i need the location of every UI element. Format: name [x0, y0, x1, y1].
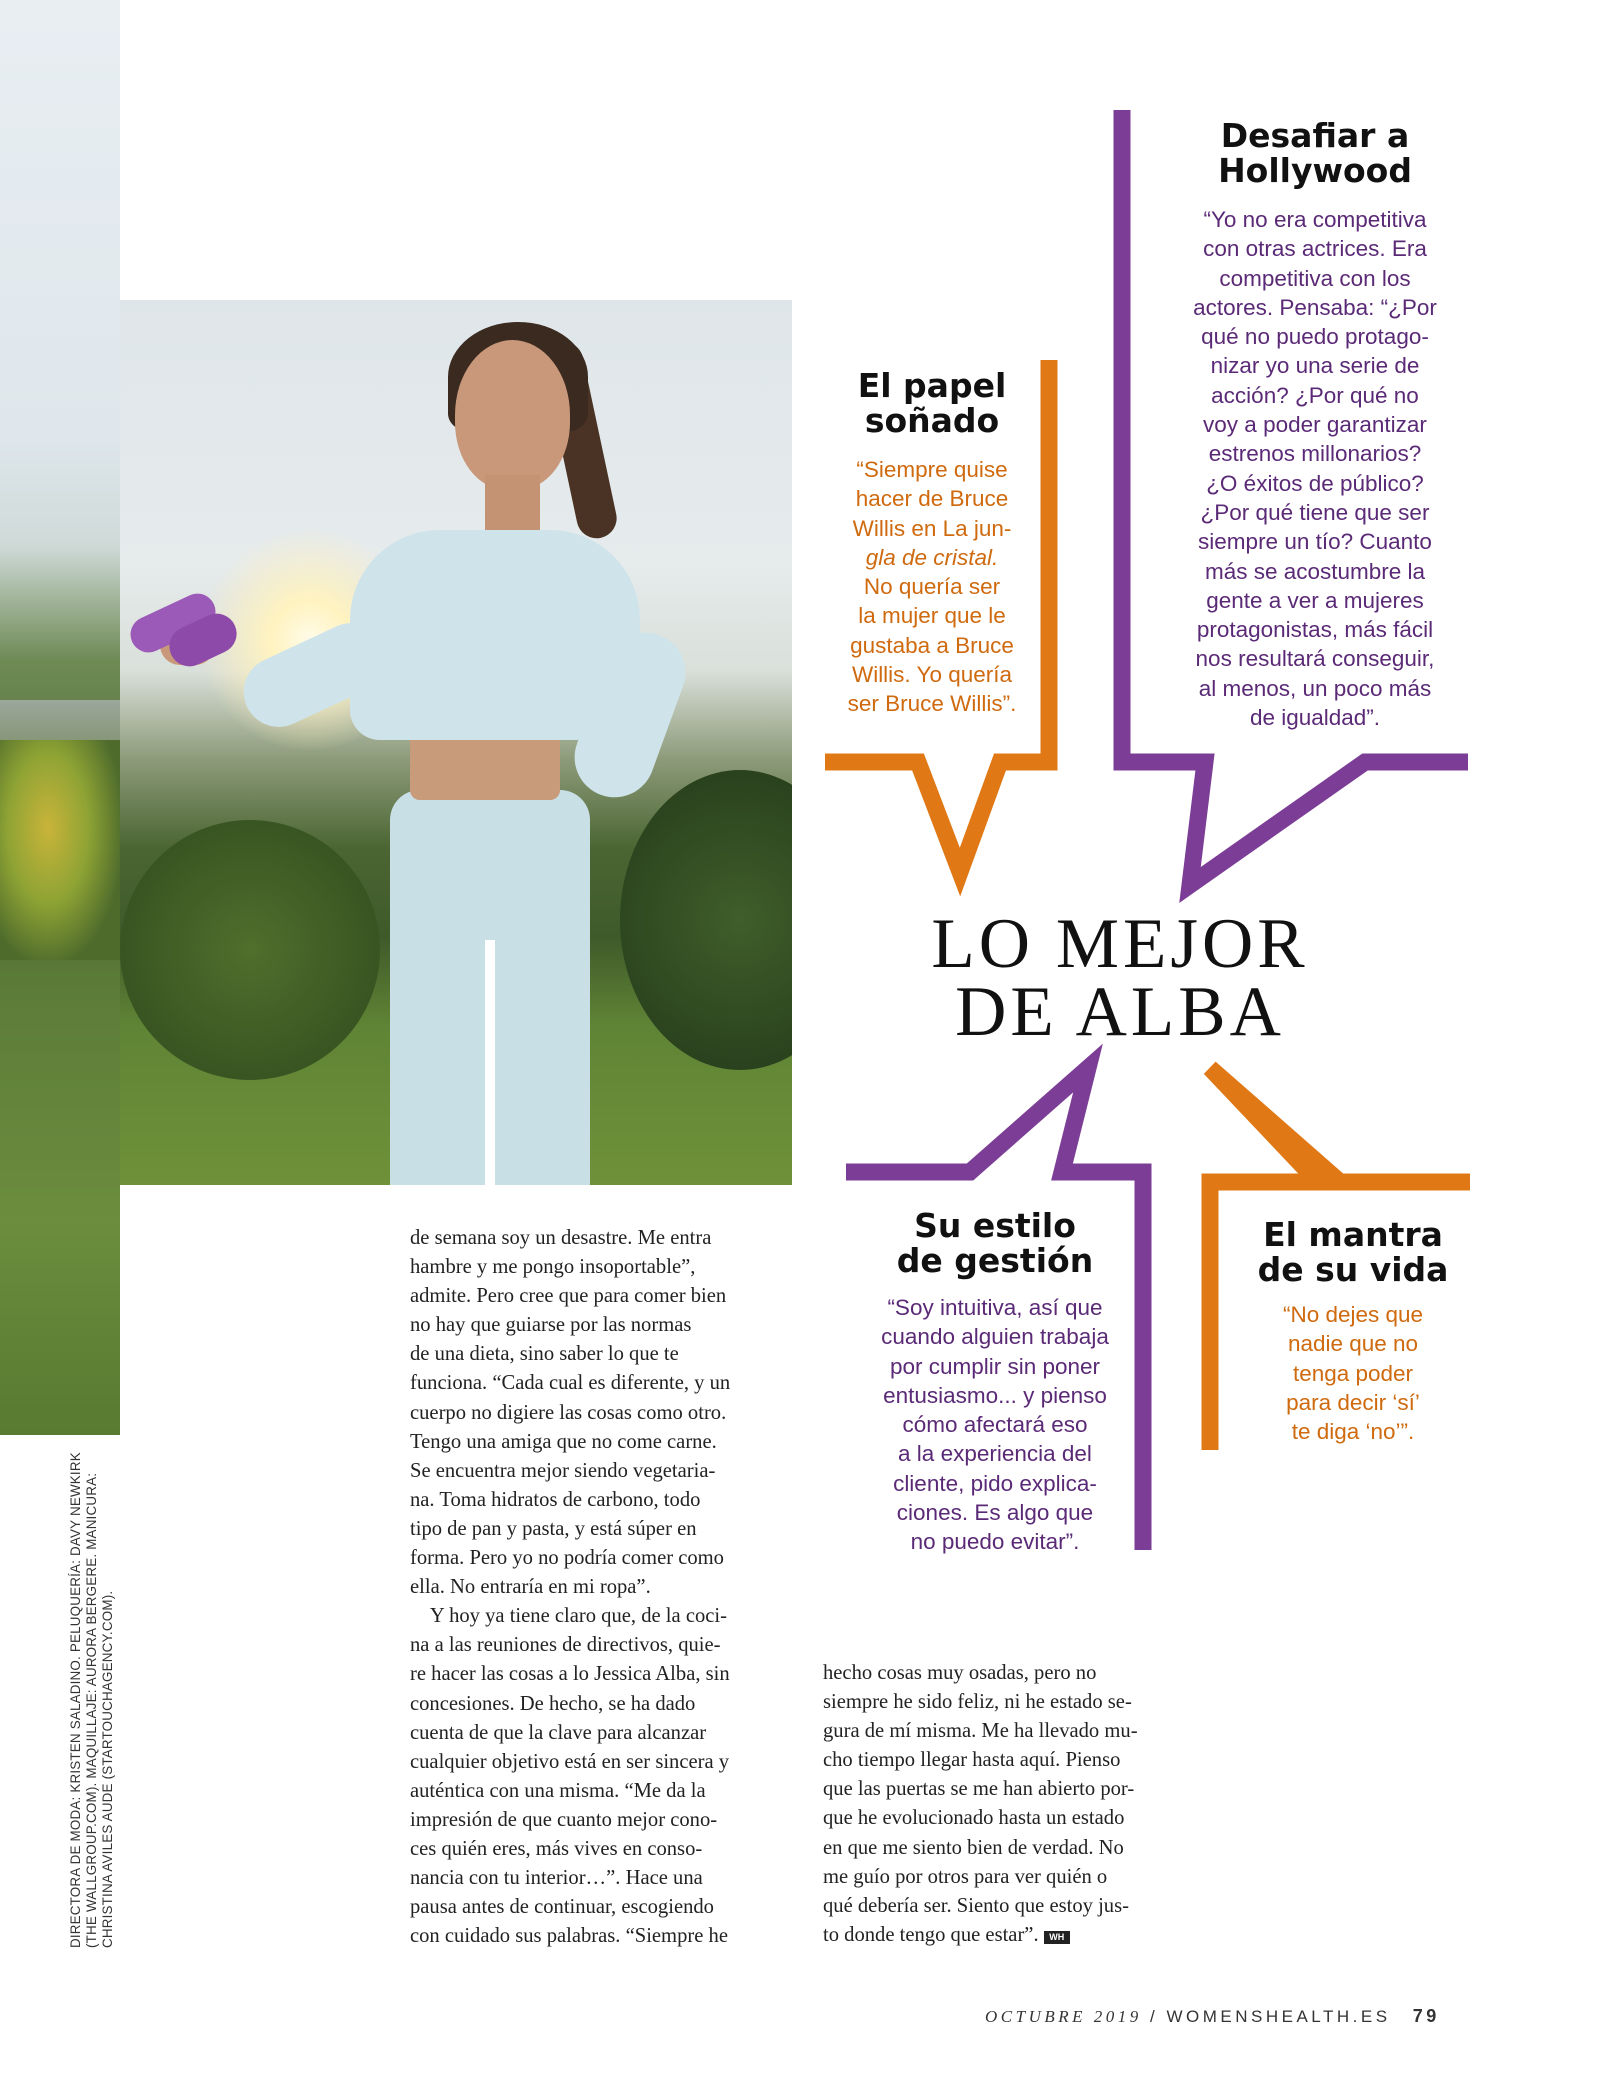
page-number: 79 [1412, 2006, 1440, 2026]
quote-mantra-title: El mantra de su vida [1257, 1215, 1449, 1289]
left-photo-strip [0, 0, 120, 1435]
article-headline [880, 905, 1360, 1051]
footer-site: WOMENSHEALTH.ES [1166, 2007, 1391, 2026]
end-mark-icon: WH [1044, 1931, 1070, 1944]
quote-mantra-text: “No dejes que nadie que no tenga poder para decir ‘sí’ te diga ‘no’”. [1282, 1302, 1424, 1445]
body-column-1: de semana soy un desastre. Me entra hambre y me pongo insoportable”, admite. Pero cree que para comer bien no hay que guiarse por las normas de una dieta, sino saber lo que te funciona. “Cada cual es diferente, y un cuerpo no digiere las cosas como otro. Tengo una amiga que no come carne. Se encuentra mejor siendo vegetaria- na. Toma hidratos de carbono, todo tipo de pan y pasta, y está súper en forma. Pero yo no podría comer como ella. No entraría en mi ropa”. Y hoy ya tiene claro que, de la coci- na a las reuniones de directivos, quie- re hacer las cosas a lo Jessica Alba, sin concesiones. De hecho, se ha dado cuenta de que la clave para alcanzar cualquier objetivo está en ser sincera y auténtica con una misma. “Me da la impresión de que cuanto mejor cono- ces quién eres, más vives en conso- nancia con tu interior…”. Hace una pausa antes de continuar, escogiendo con cuidado sus palabras. “Siempre he [410, 1227, 731, 1948]
footer-date: OCTUBRE 2019 [985, 2007, 1142, 2026]
page-footer [985, 2006, 1495, 2027]
headline-line1: LO MEJOR [931, 905, 1309, 983]
quote-gestion-text: “Soy intuitiva, así que cuando alguien trabaja por cumplir sin poner entusiasmo... y pienso cómo afectará eso a la experiencia del cliente, pido explica- ciones. Es algo que no puedo evitar”. [881, 1295, 1109, 1555]
photo-credits: DIRECTORA DE MODA: KRISTEN SALADINO. PELUQUERÍA: DAVY NEWKIRK (THE WALLGROUP.COM). MAQUILLAJE: AURORA BERGERE. MANICURA: CHRISTINA AVILES AUDE (STARTOUCHAGENCY.COM). [68, 1452, 115, 1948]
body-column-2: hecho cosas muy osadas, pero no siempre he sido feliz, ni he estado se- gura de mí misma. Me ha llevado mu- cho tiempo llegar hasta aquí. Pienso que las puertas se me han abierto por- que he evolucionado hasta un estado en que me siento bien de verdad. No me guío por otros para ver quién o qué debería ser. Siento que estoy jus- to donde tengo que estar”. WH [823, 1659, 1223, 1950]
headline-line2: DE ALBA [955, 973, 1285, 1051]
last-line: to donde tengo que estar”. WH [823, 1921, 1223, 1950]
model-figure [120, 300, 792, 1185]
quote-hollywood-text: “Yo no era competitiva con otras actrices. Era competitiva con los actores. Pensaba: “¿Por qué no puedo protago- nizar yo una serie de acción? ¿Por qué no voy a poder garantizar estrenos millonarios? ¿O éxitos de público? ¿Por qué tiene que ser siempre un tío? Cuanto más se acostumbre la gente a ver a mujeres protagonistas, más fácil nos resultará conseguir, al menos, un poco más de igualdad”. [1193, 207, 1437, 731]
quote-gestion-title: Su estilo de gestión [896, 1206, 1094, 1280]
tree-foliage [0, 740, 120, 960]
quote-papel-title: El papel soñado [857, 366, 1007, 440]
main-photo [120, 300, 792, 1185]
footer-separator: / [1149, 2007, 1159, 2026]
quote-hollywood-title: Desafiar a Hollywood [1218, 116, 1412, 190]
quote-papel-text: “Siempre quise hacer de Bruce Willis en La jun- gla de cristal. No quería ser la mujer que le gustaba a Bruce Willis. Yo quería ser Bruce Willis”. [847, 457, 1017, 717]
